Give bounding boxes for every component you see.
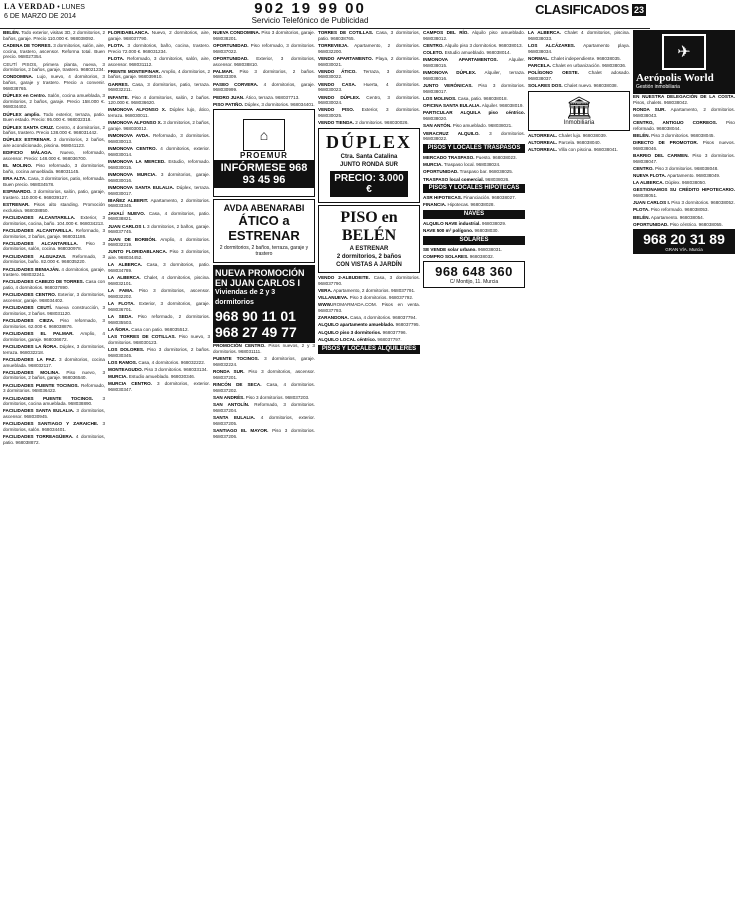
classified-ad: TORREVIEJA. Apartamento, 2 dormitorios. 968032200. [318,42,420,54]
atico-ad [213,199,315,263]
classified-ad: JUNTO FLORIDABLANCA. Piso 3 dormitorios, aire. 968034452. [108,249,210,261]
classified-ad: PROMOCIÓN CENTRO. Pisos nuevos, 2 y 3 dormitorios. 968031111. [213,343,315,355]
classified-ad: FACILIDADES LA ÑORA. Dúplex, 3 dormitorios, terraza. 968032218. [3,343,105,355]
classified-ad: FACILIDADES PUENTE TOCINOS. Reformado, 3 dormitorios. 968036422. [3,382,106,394]
classified-ad: SOLARES DOS. Chalet nuevo. 968038038. [528,83,618,89]
piso-line-1: A ESTRENAR [349,246,389,253]
classified-ad: VENDO 2-ALBUDEITE. Casa, 3 dormitorios. 968037790. [318,275,420,286]
classified-ad: GESTIONAMOS SU CRÉDITO HIPOTECARIO. 968038051. [633,187,735,199]
inmobiliaria-name: Inmobiliaria [563,119,595,126]
classified-ad: BELÉN. Piso 3 dormitorios. 968038045. [633,132,715,138]
classified-ad: DÚPLEX SANTA CRUZ. Centro, 4 dormitorios, 2 baños, trastero. Precio 138.000 €. 968031442. [3,124,105,136]
piso-belen-ad [318,205,420,273]
promo-proemur [213,109,315,197]
classified-ad: EDIFICIO MÁLAGA. Nuevo, reformado, ascensor. Precio: 148.000 €. 968036700. [3,150,105,162]
classified-ad: JUAN CARLOS I. Piso 3 dormitorios. 968038052. [633,200,735,206]
service-phone: 902 19 99 00 [254,0,366,17]
section-title: CLASIFICADOS [535,2,629,17]
classified-ad: GARRES. Casa, 3 dormitorios, patio, terraza. 968032211. [108,81,210,93]
column-1 [3,30,105,900]
classified-ad: SAN ANTÓN. Piso amueblado. 968038021. [423,123,513,129]
classified-ad: OPORTUNIDAD. Piso céntrico. 968038055. [633,221,723,227]
classified-ad: FLOTA. Reformado, 3 dormitorios, salón, aire, ascensor. 968031112. [108,55,210,67]
building-icon: 🏛 [565,94,593,120]
classified-ad: OPORTUNIDAD. Piso reformado, 3 dormitorios. 968037022. [213,42,315,54]
column-3 [213,30,315,900]
aeropolis-name: Aerópolis World [636,72,714,84]
classified-ad: CAMPOS DEL RÍO. Alquilo piso amueblado. 968038012. [423,30,525,41]
classified-ad: ALTORREAL. Parcela. 968038040. [528,140,601,146]
classified-ad: VENDO CASA. Huerta, 4 dormitorios. 968030023. [318,81,421,93]
classified-ad: RONDA SUR. Piso 3 dormitorios, ascensor. 968037201. [213,369,315,380]
classified-ad: LA FAMA. Piso 3 dormitorios, ascensor. 968032202. [108,288,210,299]
classified-ad: BELÉN. Todo exterior, visitas 3D, 2 dormitorios, 2 baños, garaje. Precio 110.000 €. 968038092. [3,30,105,41]
classified-ad: COMPRO SOLARES. 968038032. [423,254,494,260]
classified-ad: LOS RAMOS. Casa, 4 dormitorios. 968032222. [108,359,206,365]
solares-phone-box [423,261,525,288]
classified-ad: FACILIDADES ALGUAZAS. Reformado, 3 dormitorios, baño. 82.000 €. 968035220. [3,253,106,265]
service-label: Servicio Telefónico de Publicidad [251,16,369,25]
classified-ad: VENDO DÚPLEX. Centro, 3 dormitorios. 968030024. [318,94,420,106]
classified-ad: RONDA SUR. Apartamento, 2 dormitorios. 968038043. [633,106,735,118]
classified-ad: ERA ALTA. Casa, 3 dormitorios, patio, reformada. Buen precio. 968034578. [3,176,105,187]
classified-ad: FACILIDADES EL PALMAR. Amplio, 4 dormitorios, garaje. 968036672. [3,331,105,342]
classified-ad: OPORTUNIDAD. Exterior, 3 dormitorios, ascensor. 968038810. [213,55,315,67]
classified-ad: DÚPLEX amplio. Todo exterior, terraza, patio. Buen estado. Precio: 95.000 €. 968032318. [3,111,105,123]
classified-ad: SANTA EULALIA. 4 dormitorios, exterior. 968037205. [213,415,315,426]
weekday: LUNES [61,4,85,11]
piso-line-3: CON VISTAS A JARDÍN [336,262,402,269]
classified-ad: CENTRO, ANTIGUO CORREOS. Piso reformado. 968038044. [633,119,735,131]
classified-ad: FACILIDADES TORREAGÜERA. 4 dormitorios, patio. 968038872. [3,434,105,445]
classified-ad: FRENTE MONTEPINAR. Amplio, 4 dormitorios, 2 baños, garaje. 968039910. [108,68,210,80]
classified-ad: LA SEDA. Piso reformado, 2 dormitorios. 968035503. [108,313,210,325]
section-traspasos: PISOS Y LOCALES TRASPASOS [423,144,525,153]
header-right [535,2,646,17]
classified-ad: PISO PATIÑO. Dúplex, 3 dormitorios. 968034401. [213,101,315,107]
classified-ad: OPORTUNIDAD. Traspaso bar. 968038025. [423,169,514,175]
classified-ad: FACILIDADES ALCANTARILLA. Exterior, 3 dormitorios, cocina, baño. 104.000 €. 968034213. [3,214,105,226]
classified-ad: ZARANDONA. Casa, 4 dormitorios. 968037794. [318,315,417,321]
classified-ad: LA ALBERCA. Casa, 3 dormitorios, patio. 968034789. [108,262,210,274]
classified-ad: FACILIDADES CIEZA. Piso reformado, 3 dormitorios. 62.000 €. 968038876. [3,318,105,329]
piso-title: PISO en BELÉN [340,209,398,245]
column-2 [108,30,210,900]
classified-ad: OFICINA SANTA EULALIA. Alquiler. 968038019. [423,103,524,109]
classified-ad: VENDO APARTAMENTO. Playa, 2 dormitorios. 968030021. [318,55,420,67]
duplex-ad [318,128,420,203]
classified-ad: TORRES DE COTILLAS. Casa, 3 dormitorios, patio. 968038765. [318,30,420,41]
classified-ad: ASR HIPOTECAS. Financiación. 968038027. [423,195,516,201]
classified-ad: ESTRENAR. Pisos alto standing. Promoción exclusiva. 968038850. [3,201,105,213]
classified-ad: COLETO. Estudio amueblado. 968038014. [423,50,511,56]
classified-ad: PARTICULAR ALQUILA piso céntrico. 968038020. [423,110,525,122]
classified-ad: SAN ANTOLÍN. Reformado, 3 dormitorios. 968037204. [213,402,315,413]
classified-ad: RINCÓN DE SECA. Casa, 4 dormitorios. 968037202. [213,382,315,393]
section-alquileres: PISOS Y LOCALES ALQUILERES [318,345,420,354]
solares-address: C/ Montijo, 11. Murcia [449,279,499,286]
bottom-phone-sub: GRAN VÍA. Murcia [665,247,703,253]
section-solares: SOLARES [423,236,525,245]
aeropolis-ad [633,30,735,94]
classified-ad: INMONOVA ALFONSO X. Dúplex lujo, ático, terraza. 968030011. [108,107,210,119]
duplex-title: DÚPLEX [325,132,412,153]
inmobiliaria-logo-box [528,91,630,131]
classified-ad: FLORIDABLANCA. Nuevo, 2 dormitorios, aire, garaje. 968037790. [108,30,210,41]
classified-ad: FACILIDADES CEUTÍ. Nueva construcción, 3 dormitorios, 2 baños. 968031120. [3,305,105,316]
house-icon: ⌂ [243,119,285,151]
classified-ad: FACILIDADES SANTIAGO Y ZARAICHE. 3 dormitorios, salón. 968034401. [3,421,105,433]
classified-ad: IBAÑEZ ALBERIT. Apartamento, 2 dormitorios. 968033345. [108,197,210,209]
classified-ad: NORMAL. Chalet independiente. 968038035. [528,55,621,61]
classified-ad: ALQUILO apartamento amueblado. 968037795. [318,322,420,328]
paper-name: LA VERDAD [4,2,56,11]
aeropolis-sub: Gestión inmobiliaria [636,84,680,90]
nueva-phone-1: 968 90 11 01 [215,308,296,325]
classified-ad: ALQUILO piso 3 dormitorios. 968037796. [318,329,407,335]
classified-ad: FACILIDADES CENTRO. Exterior, 3 dormitorios, ascensor, garaje. 968034402. [3,292,105,304]
classified-ad: FACILIDADES MOLINA. Piso nuevo, 3 dormitorios, 2 baños, garaje. 968036540. [3,369,105,381]
classified-ad: JAVALÍ NUEVO. Casa, 4 dormitorios, patio. 968038821. [108,210,210,222]
classified-ad: INMONOVA AVDA. Reformado, 3 dormitorios. 968030013. [108,133,210,144]
classified-ad: ALQUILO NAVE industrial. 968038029. [423,221,507,227]
atico-desc: 2 dormitorios, 2 baños, terraza, garaje y trastero [219,245,309,258]
classified-ad: PALMAR. Piso 3 dormitorios, 2 baños. 968033309. [213,68,315,80]
classified-ad: PARCELA. Chalet en urbanización. 968038036. [528,63,627,69]
classified-ad: MERCADO TRASPASO. Puesto. 968038023. [423,154,517,160]
classified-ad: INMONOVA CENTRO. 4 dormitorios, exterior. 968030014. [108,146,210,157]
classified-ad: INMONOVA APARTAMENTOS. Alquiler. 968038015. [423,57,525,69]
nueva-phone-2: 968 27 49 77 [215,324,297,341]
classified-ad: DÚPLEX ESTRENAR. 3 dormitorios, 2 baños, aire acondicionado, piscina. 968041123. [3,137,105,149]
classified-ad: INMONOVA SANTA EULALIA. Dúplex, terraza. 968030017. [108,184,210,196]
classified-ad: FACILIDADES SANTA EULALIA. 3 dormitorios, ascensor. 968030945. [3,408,105,420]
classified-ad: FLOTA. 3 dormitorios, baño, cocina, trastero. Precio 72.000 €. 968031234. [108,42,210,54]
classified-ad: BELÉN. Apartamento. 968038054. [633,214,705,220]
classified-ad: LA FLOTA. Exterior, 3 dormitorios, garaje. 968036701. [108,301,210,312]
atico-title: AVDA ABENARABI [223,203,305,214]
classified-ad: LA ALBERCA. Chalet 4 dormitorios, piscina. 968038033. [528,30,630,41]
classified-ad: ALQUILO LOCAL céntrico. 968037797. [318,336,402,342]
column-6 [528,30,630,900]
classified-ad: JUAN CARLOS I. 3 dormitorios, 2 baños, garaje. 968037745. [108,223,210,235]
classified-ad: ESPINARDO. 3 dormitorios, salón, patio, garaje, trastero. 110.000 €. 968039127. [3,189,105,200]
classified-ad: MURCIA. Traspaso local. 968038024. [423,162,501,168]
classified-ad: LAS TORRES DE COTILLAS. Piso nuevo, 3 dormitorios. 968030123. [108,334,210,345]
classified-ad: FACILIDADES ALCANTARILLA. Reformado, 3 dormitorios, 2 baños, garaje. 968031186. [3,227,105,239]
classified-ad: INMONOVA DÚPLEX. Alquiler, terraza. 968038016. [423,70,525,81]
classified-ad: SANTIAGO EL MAYOR. Piso 3 dormitorios. 968037206. [213,428,315,439]
classified-ad: MONTEAGUDO. Piso 3 dormitorios. 968033134. [108,367,208,373]
classified-ad: CONDOMINA. Lujo, nuevo, 4 dormitorios, 3 baños, garaje y trastero. Precio a convenir. 968038765. [3,74,105,91]
classified-ad: ALTORREAL. Chalet lujo. 968038039. [528,132,607,138]
columns [3,30,735,900]
classified-ad: CEUTÍ PISOS, primera planta, nueva, 3 dormitorios, 2 baños, garaje, trastero. 968021234. [3,61,105,73]
duplex-price: PRECIO: 3.000 € [330,171,408,197]
classified-ad: EN NUESTRA DELEGACIÓN DE LA COSTA. Pisos, chalets. 968038042. [633,94,735,105]
classified-ad: INMONOVA LA MERCED. Estudio, reformado. 968030015. [108,159,210,170]
classified-ad: VENDO PISO. Exterior, 3 dormitorios. 968030025. [318,107,420,119]
classified-ad: DIRECTO DE PROMOTOR. Pisos nuevos. 968038046. [633,139,735,151]
classified-ad: CADENA DE TORRES. 3 dormitorios, salón, aire, cocina, trastero, ascensor. Reforma total. Buen precio. 968027354. [3,42,106,60]
page-header [0,0,650,29]
aeropolis-logo-icon: ✈ [662,34,706,70]
classified-ad: POLÍGONO OESTE. Chalet adosado. 968038037. [528,70,630,81]
header-center [252,2,369,26]
promo-phone: INFÓRMESE 968 93 45 96 [214,160,314,188]
classified-ad: INMONOVA MURCIA. 3 dormitorios, garaje. 968030016. [108,171,210,183]
classified-ad: SE VENDE solar urbano. 968038031. [423,247,503,253]
page-number: 23 [633,4,644,15]
classified-ad: FACILIDADES ALCANTARILLA. Piso 3 dormitorios, salón, cocina. 968030978. [3,240,106,252]
classified-ad: JUAN DE BORBÓN. Amplio, 4 dormitorios. 968032219. [108,236,210,248]
classified-ad: MURCIA. Estudio amueblado. 968030346. [108,374,196,380]
bottom-phone: 968 20 31 89 [643,231,725,248]
classified-ad: FACILIDADES LA PAZ. 3 dormitorios, cocina amueblada. 968032117. [3,356,105,368]
nueva-title: NUEVA PROMOCIÓN EN JUAN CARLOS I [215,268,305,289]
piso-line-2: 2 dormitorios, 2 baños [336,254,402,261]
nueva-promocion-ad [213,265,315,343]
duplex-line-1: Ctra. Santa Catalina [340,154,398,161]
classified-ad: LOS ALCÁZARES. Apartamento playa. 968038034. [528,42,631,54]
classified-ad: VENDO ÁTICO. Terraza, 3 dormitorios. 968030022. [318,68,421,80]
classified-ad: ALTORREAL. Villa con piscina. 968038041. [528,147,619,153]
classified-ad: PASEO CORVERA. 4 dormitorios, garaje. 968030999. [213,81,315,93]
classified-ad: BARRIO DEL CARMEN. Piso 3 dormitorios. 968038047. [633,152,735,164]
section-naves: NAVES [423,210,525,219]
column-7 [633,30,735,900]
date: 6 DE MARZO DE 2014 [4,13,76,20]
classified-ad: SAN ANDRÉS. Piso 3 dormitorios. 968037203. [213,395,310,401]
atico-headline: ÁTICO a ESTRENAR [228,213,300,244]
classified-ad: INMONOVA ALFONSO X. 3 dormitorios, 2 baños, garaje. 968030012. [108,120,210,132]
classified-ad: WWW.IROMARMADA.COM. Pisos en venta. 968037793. [318,302,420,314]
classified-ad: VENDO TIENDA. 2 dormitorios. 968030026. [318,120,409,126]
classified-ad: INFANTE. Piso 4 dormitorios, salón, 2 baños. 120.000 €. 968036620. [108,94,210,106]
classified-ad: FINANCIA. Hipotecas. 968038028. [423,202,495,208]
classified-ad: FACILIDADES BENIAJÁN. 4 dormitorios, garaje, trastero. 968032241. [3,266,105,278]
classified-ad: FACILIDADES PUENTE TOCINOS. 3 dormitorios, cocina amueblada. 968038890. [3,395,105,407]
classified-ad: MURCIA CENTRO. 3 dormitorios, exterior. 968030347. [108,381,210,393]
classified-ad: VERACRUZ ALQUILO. 3 dormitorios. 968038022. [423,130,525,142]
header-left: LA VERDAD • LUNES 6 DE MARZO DE 2014 [4,2,85,20]
classified-ad: LOS DOLORES. Piso 3 dormitorios, 2 baños. 968030345. [108,346,211,358]
classified-ad: JUNTO VERÓNICAS. Piso 3 dormitorios. 968038017. [423,83,525,94]
classified-ad: CENTRO. Piso 3 dormitorios. 968038048. [633,165,719,171]
classified-ad: LA ALBERCA. Chalet, 4 dormitorios, piscina. 968032101. [108,275,210,286]
classified-ad: EL MOLINO. Piso reformado, 3 dormitorios, baño, cocina amueblada. 968031145. [3,163,105,174]
duplex-line-2: JUNTO RONDA SUR [339,162,398,169]
classified-ad: NUEVA FLOTA. Apartamento. 968038049. [633,172,721,178]
classified-ad: NAVE 500 m² polígono. 968038030. [423,228,499,234]
classified-ad: PEDRO JUAN. Ático, terraza. 968037713. [213,94,300,100]
classified-ad: PLOTA. Piso reformado. 968038053. [633,207,709,213]
classified-ad: PUENTE TOCINOS. 3 dormitorios, garaje. 968032224. [213,356,315,368]
classified-ad: LA ALBERCA. Dúplex. 968038050. [633,180,707,186]
classified-ad: TRASPASO local comercial. 968038026. [423,176,510,182]
classified-ad: FACILIDADES CABEZO DE TORRES. Casa con patio, 4 dormitorios. 968037890. [3,279,105,291]
classified-ad: NUEVA CONDOMINA. Piso 3 dormitorios, garaje. 968038201. [213,30,315,41]
classified-ad: DÚPLEX en Centro. Salón, cocina amueblada, 3 dormitorios, 2 baños, garaje. Precio 158.000 €. 968034402. [3,93,105,110]
classified-ad: VILLANUEVA. Piso 3 dormitorios. 968037792. [318,295,414,301]
classified-ad: CENTRO. Alquilo piso 3 dormitorios. 968038013. [423,42,523,48]
solares-phone: 968 648 360 [435,264,513,280]
bottom-phone-box [633,229,735,254]
nueva-sub: Viviendas de 2 y 3 dormitorios [215,289,276,307]
promo-name: PROEMUR [240,150,288,160]
classified-ad: VERA. Apartamento, 2 dormitorios. 968037791. [318,287,416,293]
column-4 [318,30,420,900]
column-5 [423,30,525,900]
classified-ad: LA ÑORA. Casa con patio. 968035512. [108,326,189,332]
section-hipotecas: PISOS Y LOCALES HIPOTECAS [423,184,525,193]
classified-ad: LOS MOLINOS. Casa, patio. 968038018. [423,96,508,102]
